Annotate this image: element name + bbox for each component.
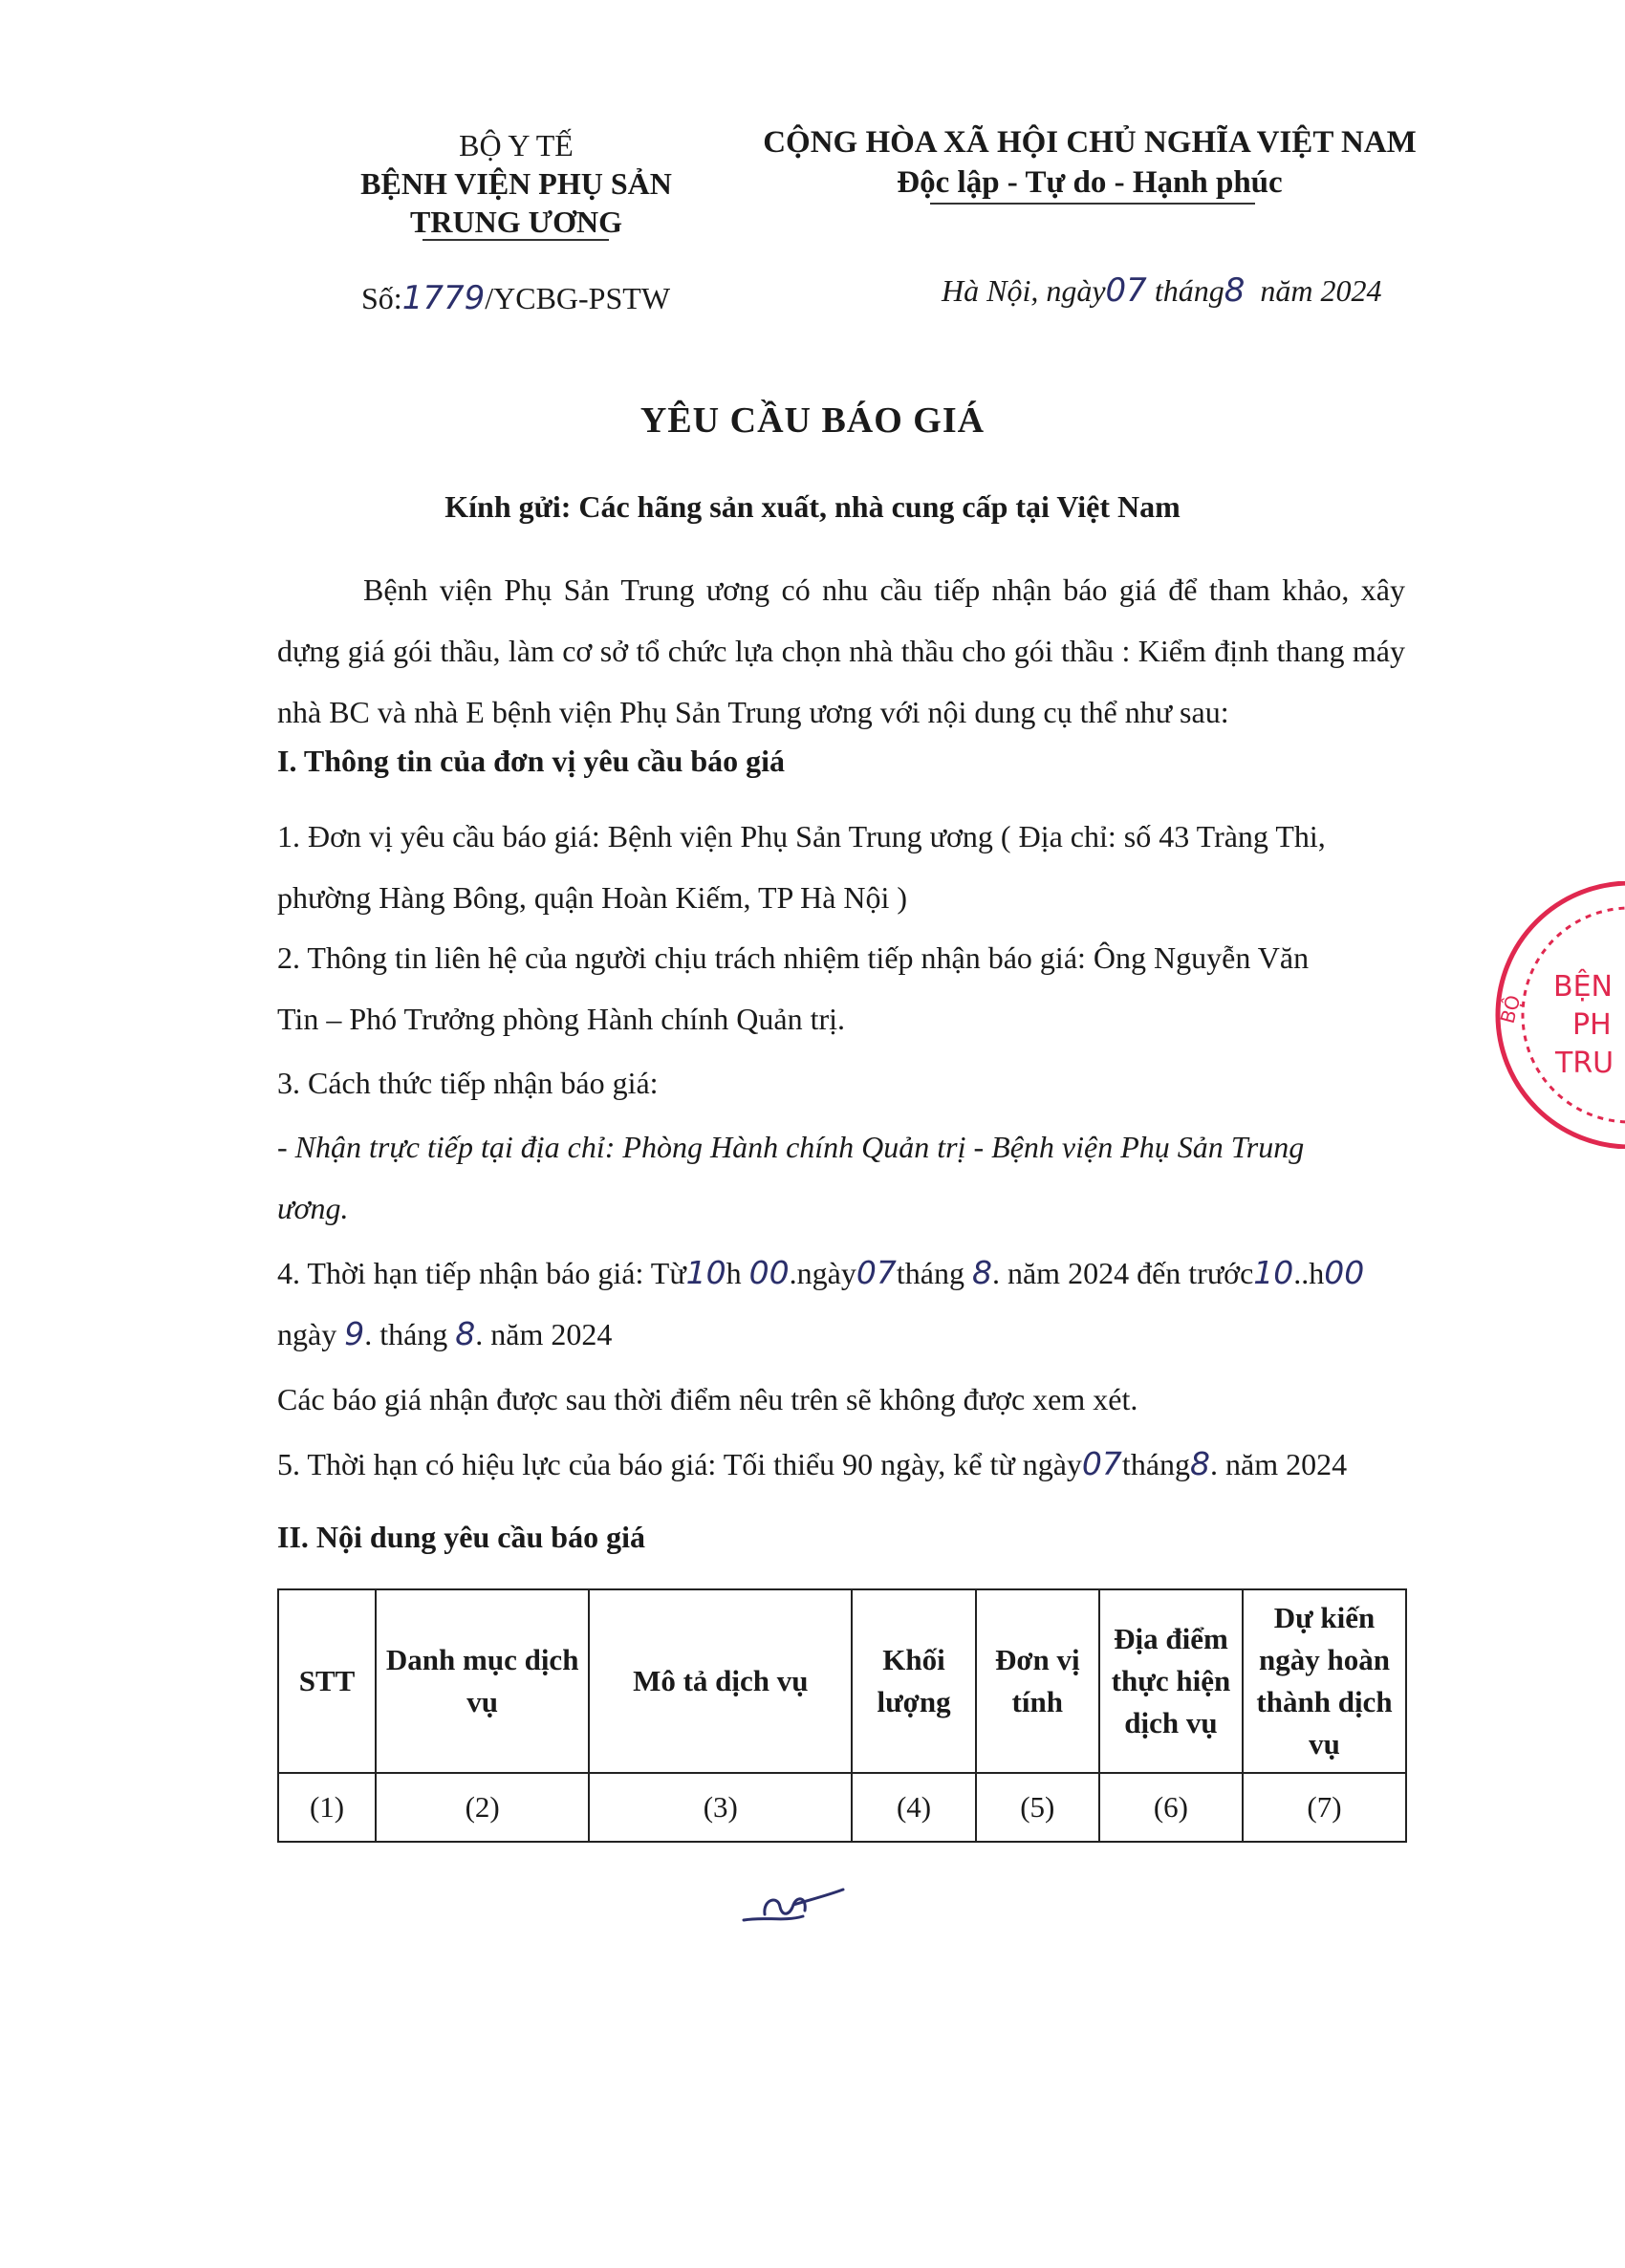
request-table [277, 1588, 1407, 1843]
table-cell: (2) [376, 1773, 589, 1842]
hospital-name-line1: BỆNH VIỆN PHỤ SẢN [360, 166, 672, 201]
table-cell: (5) [976, 1773, 1099, 1842]
signature-stroke [744, 1890, 843, 1920]
document-number [361, 279, 670, 317]
item4-text: ngày [796, 1256, 856, 1290]
item4-text: ngày [277, 1317, 337, 1351]
document-title: YÊU CẦU BÁO GIÁ [639, 400, 986, 441]
table-row [278, 1773, 1406, 1842]
col-header-quantity: Khối lượng [852, 1589, 975, 1773]
ministry-name: BỘ Y TẾ [459, 128, 574, 162]
col-header-service-description: Mô tả dịch vụ [589, 1589, 852, 1773]
doc-number-suffix: /YCBG-PSTW [485, 281, 671, 315]
col-header-location: Địa điểm thực hiện dịch vụ [1099, 1589, 1243, 1773]
item5-line [277, 1434, 1415, 1495]
document-date [942, 271, 1381, 310]
national-header [746, 122, 1434, 203]
stamp-text-side: BỘ [1495, 992, 1526, 1026]
motto-underline [930, 203, 1255, 205]
item5-month: 8 [1190, 1445, 1211, 1482]
item4-day-to: 9 [344, 1315, 365, 1352]
stamp-text-top: BỆN [1553, 970, 1613, 1004]
item4-day-from: 07 [856, 1254, 897, 1291]
item4-text: . năm 2024 [475, 1317, 613, 1351]
date-month-label: tháng [1154, 273, 1224, 308]
table-header-row [278, 1589, 1406, 1773]
item2-line1: 2. Thông tin liên hệ của người chịu trách nhiệm tiếp nhận báo giá: Ông Nguyễn Văn [277, 940, 1310, 975]
item1-line2: phường Hàng Bông, quận Hoàn Kiếm, TP Hà Nội ) [277, 880, 908, 915]
item1-line1: 1. Đơn vị yêu cầu báo giá: Bệnh viện Phụ Sản Trung ương ( Địa chỉ: số 43 Tràng Thi, [277, 819, 1326, 853]
item5-day: 07 [1081, 1445, 1122, 1482]
item4-min-to: 00 [1324, 1254, 1365, 1291]
item4-text: ..h [1293, 1256, 1325, 1290]
item4-text: . tháng [364, 1317, 448, 1351]
table-cell: (7) [1243, 1773, 1406, 1842]
item4-hour-from: 10 [685, 1254, 726, 1291]
intro-paragraph: Bệnh viện Phụ Sản Trung ương có nhu cầu tiếp nhận báo giá để tham khảo, xây dựng giá gói thầu, làm cơ sở tổ chức lựa chọn nhà thầu cho gói thầu : Kiểm định thang máy nhà BC và nhà E bệnh viện Phụ Sản Trung ương với nội dung cụ thể như sau: [277, 572, 1405, 729]
item5-text: tháng [1121, 1447, 1191, 1481]
section1-heading: I. Thông tin của đơn vị yêu cầu báo giá [277, 744, 786, 778]
table-cell: (4) [852, 1773, 975, 1842]
hospital-stamp [1486, 881, 1625, 1149]
stamp-text-bottom: TRU [1555, 1047, 1614, 1080]
item4-min-from: 00 [748, 1254, 790, 1291]
date-day-handwritten: 07 [1105, 271, 1147, 310]
national-motto: Độc lập - Tự do - Hạnh phúc [897, 165, 1283, 200]
col-header-stt: STT [278, 1589, 376, 1773]
table-cell: (3) [589, 1773, 852, 1842]
doc-number-prefix: Số: [361, 281, 402, 315]
table-cell: (1) [278, 1773, 376, 1842]
issuer-block [325, 126, 707, 241]
item4-month-from: 8 [971, 1254, 992, 1291]
item5-text: . năm 2024 [1210, 1447, 1348, 1481]
late-quote-note: Các báo giá nhận được sau thời điểm nêu trên sẽ không được xem xét. [277, 1382, 1138, 1416]
item2-line2: Tin – Phó Trưởng phòng Hành chính Quản trị. [277, 1002, 846, 1036]
date-month-handwritten: 8 [1224, 271, 1246, 310]
col-header-completion-date: Dự kiến ngày hoàn thành dịch vụ [1243, 1589, 1406, 1773]
table-cell: (6) [1099, 1773, 1243, 1842]
doc-number-handwritten: 1779 [401, 279, 486, 317]
col-header-service-category: Danh mục dịch vụ [376, 1589, 589, 1773]
item4-text: 4. Thời hạn tiếp nhận báo giá: Từ [277, 1256, 686, 1290]
item3-line: 3. Cách thức tiếp nhận báo giá: [277, 1066, 659, 1100]
stamp-text-mid: PH [1572, 1008, 1612, 1042]
country-name: CỘNG HÒA XÃ HỘI CHỦ NGHĨA VIỆT NAM [763, 125, 1417, 160]
hospital-name-line2: TRUNG ƯƠNG [410, 205, 622, 239]
date-year: năm 2024 [1260, 273, 1382, 308]
item4-line2 [277, 1304, 1415, 1365]
item4-line1: 4. Thời hạn tiếp nhận báo giá: Từ10h 00.ngày07tháng 8. năm 2024 đến trước10..h00 [277, 1254, 1365, 1291]
recipient-line: Kính gửi: Các hãng sản xuất, nhà cung cấp tại Việt Nam [444, 489, 1181, 524]
signature-initial [736, 1878, 851, 1935]
col-header-unit: Đơn vị tính [976, 1589, 1099, 1773]
item4-month-to: 8 [455, 1315, 476, 1352]
item4-text: tháng [896, 1256, 964, 1290]
item4-hour-to: 10 [1253, 1254, 1294, 1291]
section2-heading: II. Nội dung yêu cầu báo giá [277, 1520, 645, 1554]
item4-text: . năm 2024 đến trước [991, 1256, 1254, 1290]
item3-detail-line2: ương. [277, 1191, 349, 1225]
date-place: Hà Nội, ngày [942, 273, 1106, 308]
issuer-underline [422, 239, 609, 241]
item5-text: 5. Thời hạn có hiệu lực của báo giá: Tối thiểu 90 ngày, kể từ ngày [277, 1447, 1082, 1481]
item4-text: h [726, 1256, 742, 1290]
item3-detail-line1: - Nhận trực tiếp tại địa chỉ: Phòng Hành chính Quản trị - Bệnh viện Phụ Sản Trung [277, 1130, 1305, 1164]
